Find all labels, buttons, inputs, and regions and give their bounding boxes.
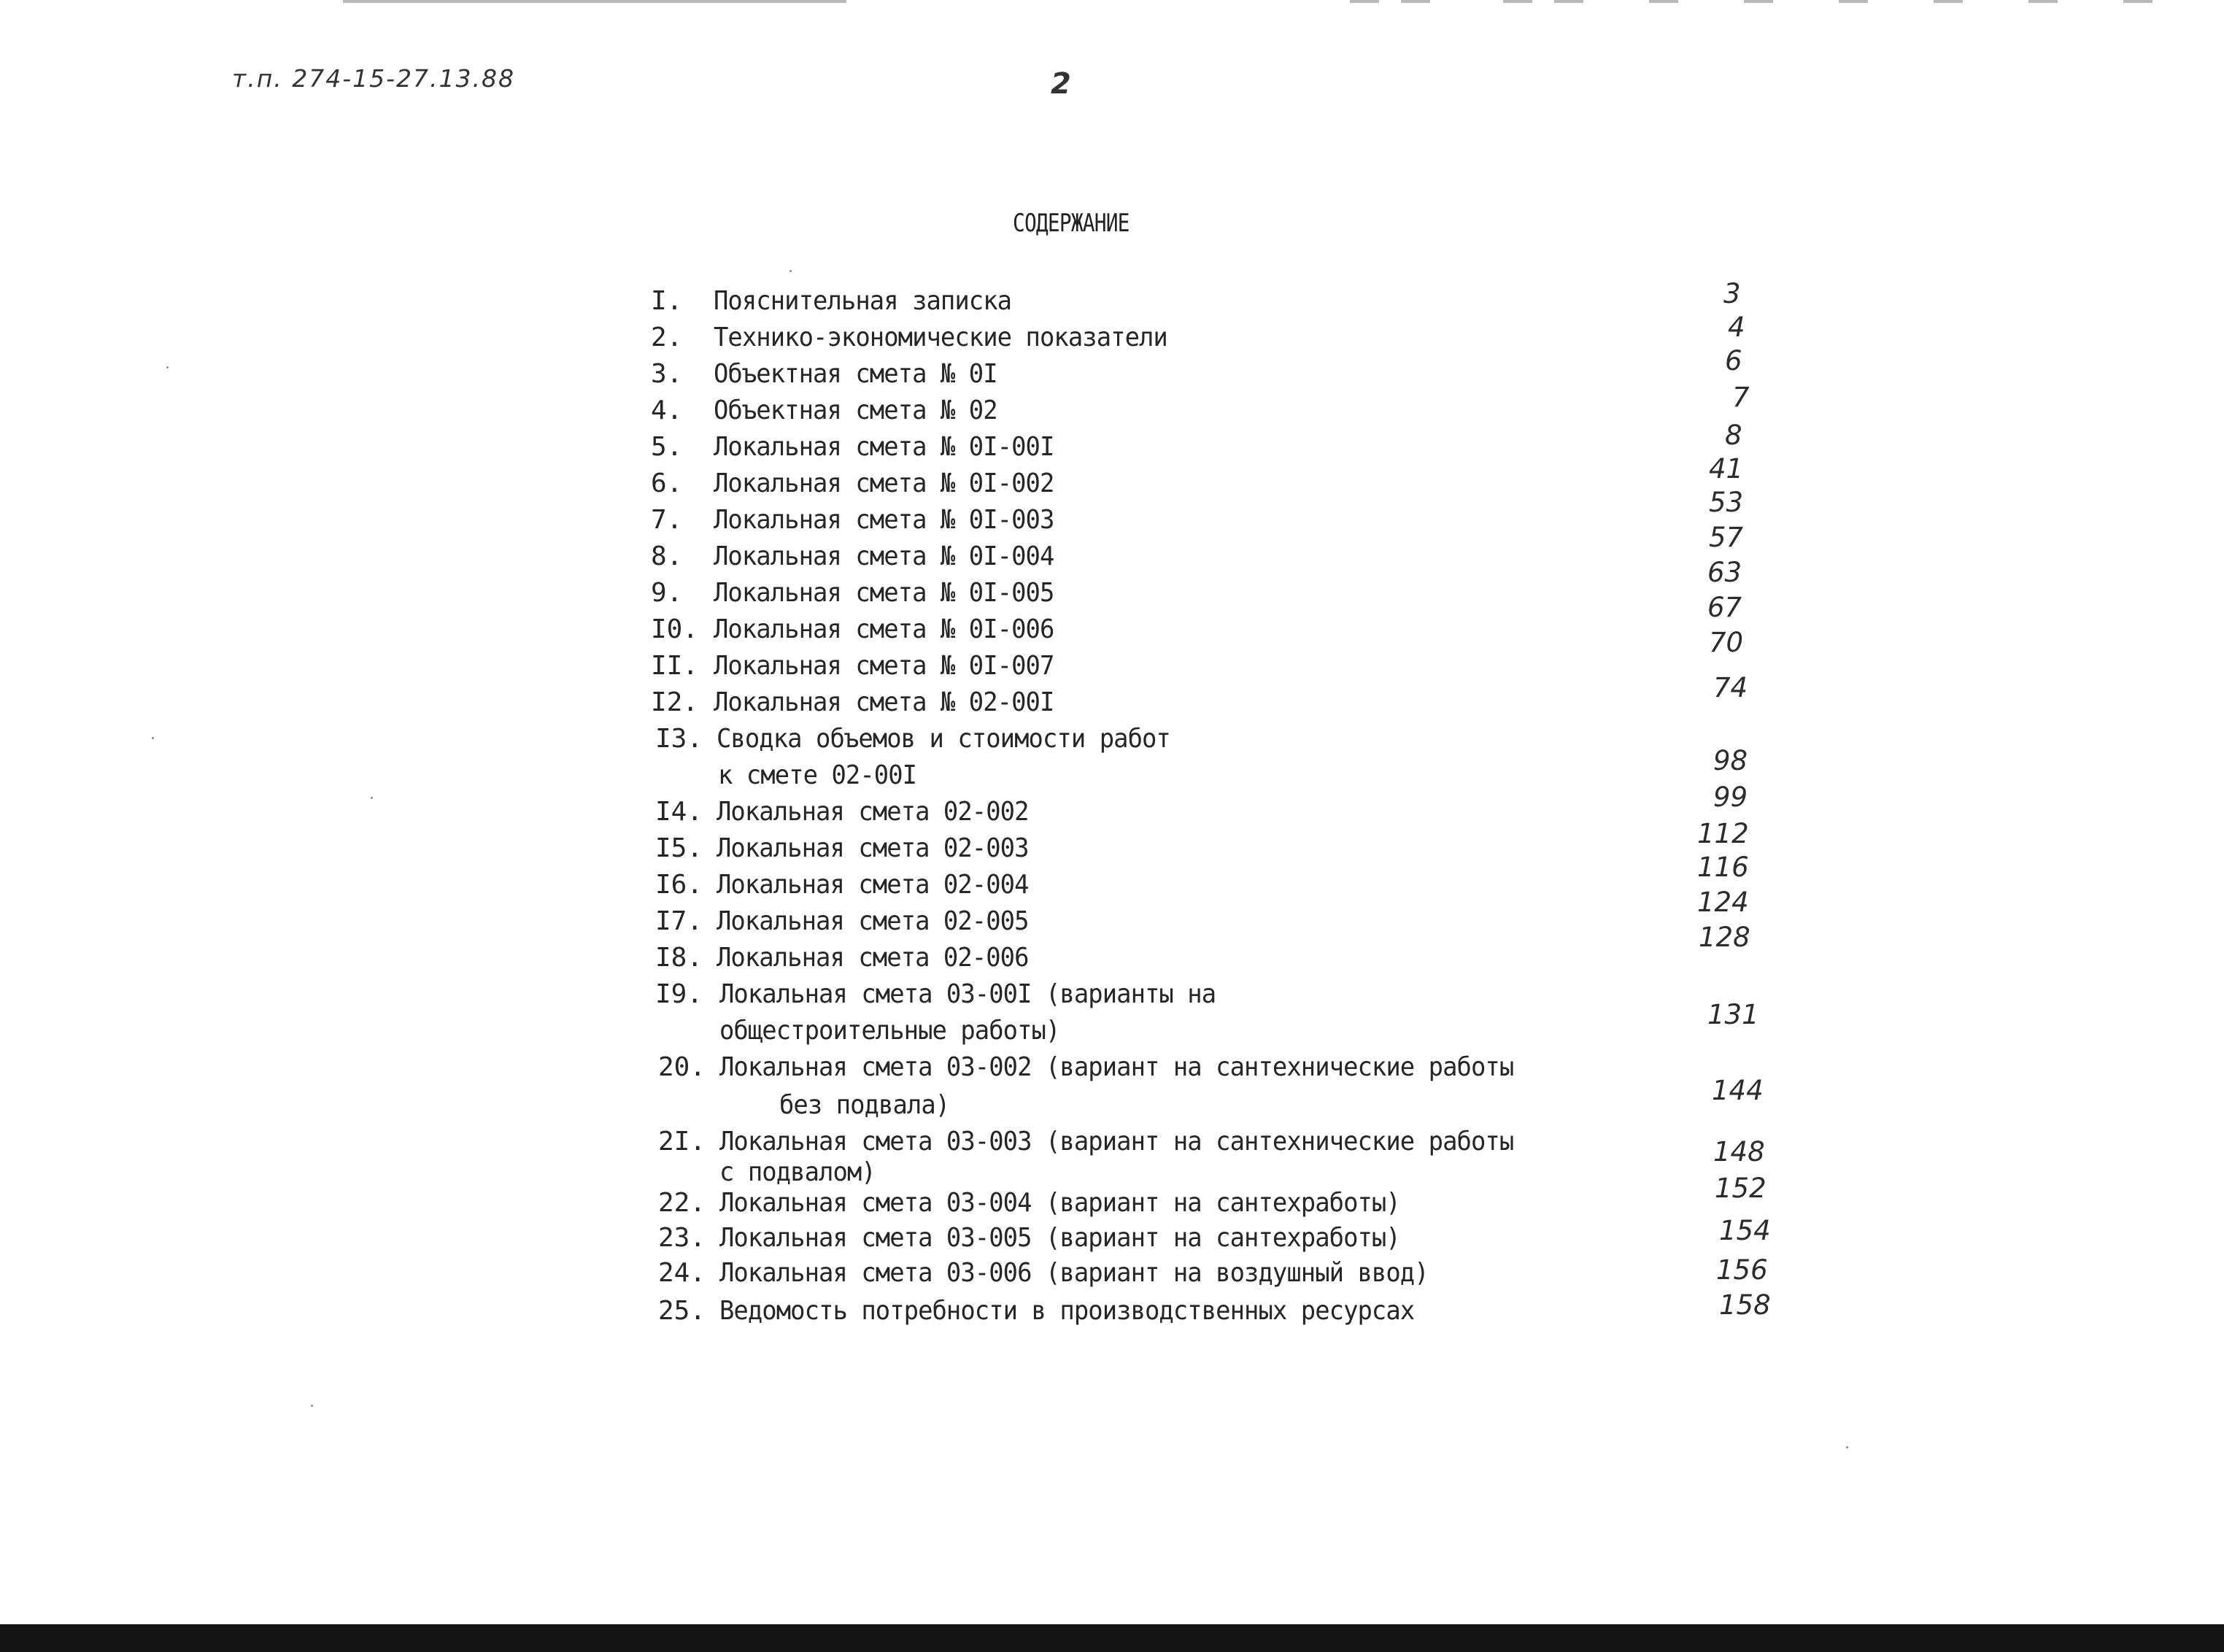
toc-entry-number: 5. — [651, 432, 683, 462]
toc-entry-number: 24. — [658, 1258, 706, 1288]
toc-entry-number: 2. — [651, 323, 683, 352]
toc-entry-number: 22. — [658, 1188, 706, 1218]
toc-entry-page: 148 — [1713, 1136, 1765, 1167]
toc-entry-title: Объектная смета № 02 — [714, 395, 997, 425]
toc-entry-page: 124 — [1697, 887, 1749, 918]
document-code: т.п. 274-15-27.13.88 — [232, 64, 516, 93]
toc-entry-title: Локальная смета № 0I-00I — [714, 432, 1054, 462]
toc-entry-number: 23. — [658, 1223, 706, 1253]
toc-entry-number: I8. — [655, 943, 703, 973]
toc-entry-page: 131 — [1707, 999, 1759, 1030]
toc-entry-number: 2I. — [658, 1127, 706, 1157]
toc-entry-number: 8. — [651, 541, 683, 571]
toc-entry-number: I6. — [655, 870, 703, 900]
toc-entry-number: I9. — [655, 979, 703, 1009]
toc-entry-number: I. — [651, 286, 683, 316]
toc-entry-page: 3 — [1723, 278, 1741, 309]
toc-entry-page: 67 — [1707, 592, 1742, 623]
toc-entry-number: I7. — [655, 906, 703, 936]
toc-entry-page: 74 — [1713, 672, 1748, 703]
toc-entry-title: Локальная смета 03-004 (вариант на сантехработы) — [719, 1188, 1400, 1218]
toc-entry-page: 154 — [1719, 1215, 1771, 1246]
toc-entry-page: 144 — [1712, 1075, 1764, 1106]
toc-entry-number: I0. — [651, 614, 699, 644]
toc-entry-page: 8 — [1725, 420, 1742, 451]
toc-entry-title: Локальная смета 02-003 — [717, 833, 1029, 863]
toc-entry-page: 70 — [1709, 627, 1744, 658]
toc-entry-number: 9. — [651, 578, 683, 608]
toc-entry-page: 7 — [1732, 382, 1750, 413]
toc-entry-number: I5. — [655, 833, 703, 863]
toc-entry-title: Локальная смета 03-00I (варианты на — [719, 979, 1216, 1009]
toc-entry-number: 7. — [651, 505, 683, 535]
toc-entry-title: Локальная смета 02-004 — [717, 870, 1029, 900]
toc-entry-page: 4 — [1728, 312, 1745, 343]
toc-entry-number: II. — [651, 651, 699, 681]
toc-entry-title-continuation: к смете 02-00I — [718, 760, 917, 790]
toc-entry-page: 98 — [1713, 745, 1748, 776]
toc-entry-title: Локальная смета № 0I-003 — [714, 505, 1054, 535]
toc-entry-title: Локальная смета 02-002 — [717, 797, 1029, 827]
toc-entry-page: 53 — [1709, 487, 1744, 518]
toc-entry-title: Локальная смета № 0I-002 — [714, 468, 1054, 498]
toc-entry-number: 6. — [651, 468, 683, 498]
toc-entry-title-continuation: с подвалом) — [719, 1157, 876, 1187]
toc-entry-page: 63 — [1707, 557, 1742, 588]
toc-entry-title: Локальная смета № 02-00I — [714, 687, 1054, 717]
toc-entry-title-continuation: общестроительные работы) — [719, 1016, 1060, 1046]
toc-entry-title: Локальная смета № 0I-005 — [714, 578, 1054, 608]
toc-entry-title: Сводка объемов и стоимости работ — [717, 724, 1170, 754]
toc-entry-page: 112 — [1697, 818, 1749, 849]
toc-entry-title: Локальная смета 03-005 (вариант на сантехработы) — [719, 1223, 1400, 1253]
toc-entry-title-continuation: без подвала) — [779, 1090, 950, 1120]
toc-entry-title: Локальная смета 03-006 (вариант на воздушный ввод) — [719, 1258, 1429, 1288]
toc-entry-page: 41 — [1709, 453, 1744, 485]
toc-entry-title: Локальная смета 03-003 (вариант на сантехнические работы — [719, 1127, 1514, 1157]
toc-entry-page: 6 — [1725, 345, 1742, 377]
toc-entry-title: Локальная смета 02-006 — [717, 943, 1029, 973]
toc-entry-title: Локальная смета № 0I-007 — [714, 651, 1054, 681]
toc-entry-number: 20. — [658, 1052, 706, 1082]
toc-entry-title: Локальная смета № 0I-004 — [714, 541, 1054, 571]
toc-entry-title: Пояснительная записка — [714, 286, 1012, 316]
toc-entry-title: Локальная смета № 0I-006 — [714, 614, 1054, 644]
toc-entry-number: I3. — [655, 724, 703, 754]
toc-entry-page: 116 — [1697, 852, 1749, 883]
toc-entry-number: I4. — [655, 797, 703, 827]
toc-entry-number: 25. — [658, 1296, 706, 1326]
page-title: СОДЕРЖАНИЕ — [1013, 209, 1130, 238]
toc-entry-title: Ведомость потребности в производственных ресурсах — [719, 1296, 1415, 1326]
page-number: 2 — [1051, 67, 1071, 101]
toc-entry-number: 4. — [651, 395, 683, 425]
toc-entry-page: 128 — [1699, 922, 1750, 953]
toc-entry-title: Объектная смета № 0I — [714, 359, 997, 389]
toc-entry-number: 3. — [651, 359, 683, 389]
toc-entry-title: Технико-экономические показатели — [714, 323, 1167, 352]
toc-entry-title: Локальная смета 02-005 — [717, 906, 1029, 936]
toc-entry-page: 99 — [1713, 781, 1748, 813]
toc-entry-page: 156 — [1716, 1254, 1768, 1286]
toc-entry-page: 57 — [1709, 522, 1744, 553]
toc-entry-title: Локальная смета 03-002 (вариант на сантехнические работы — [719, 1052, 1514, 1082]
toc-entry-page: 158 — [1719, 1289, 1771, 1321]
toc-entry-number: I2. — [651, 687, 699, 717]
toc-entry-page: 152 — [1715, 1173, 1767, 1204]
